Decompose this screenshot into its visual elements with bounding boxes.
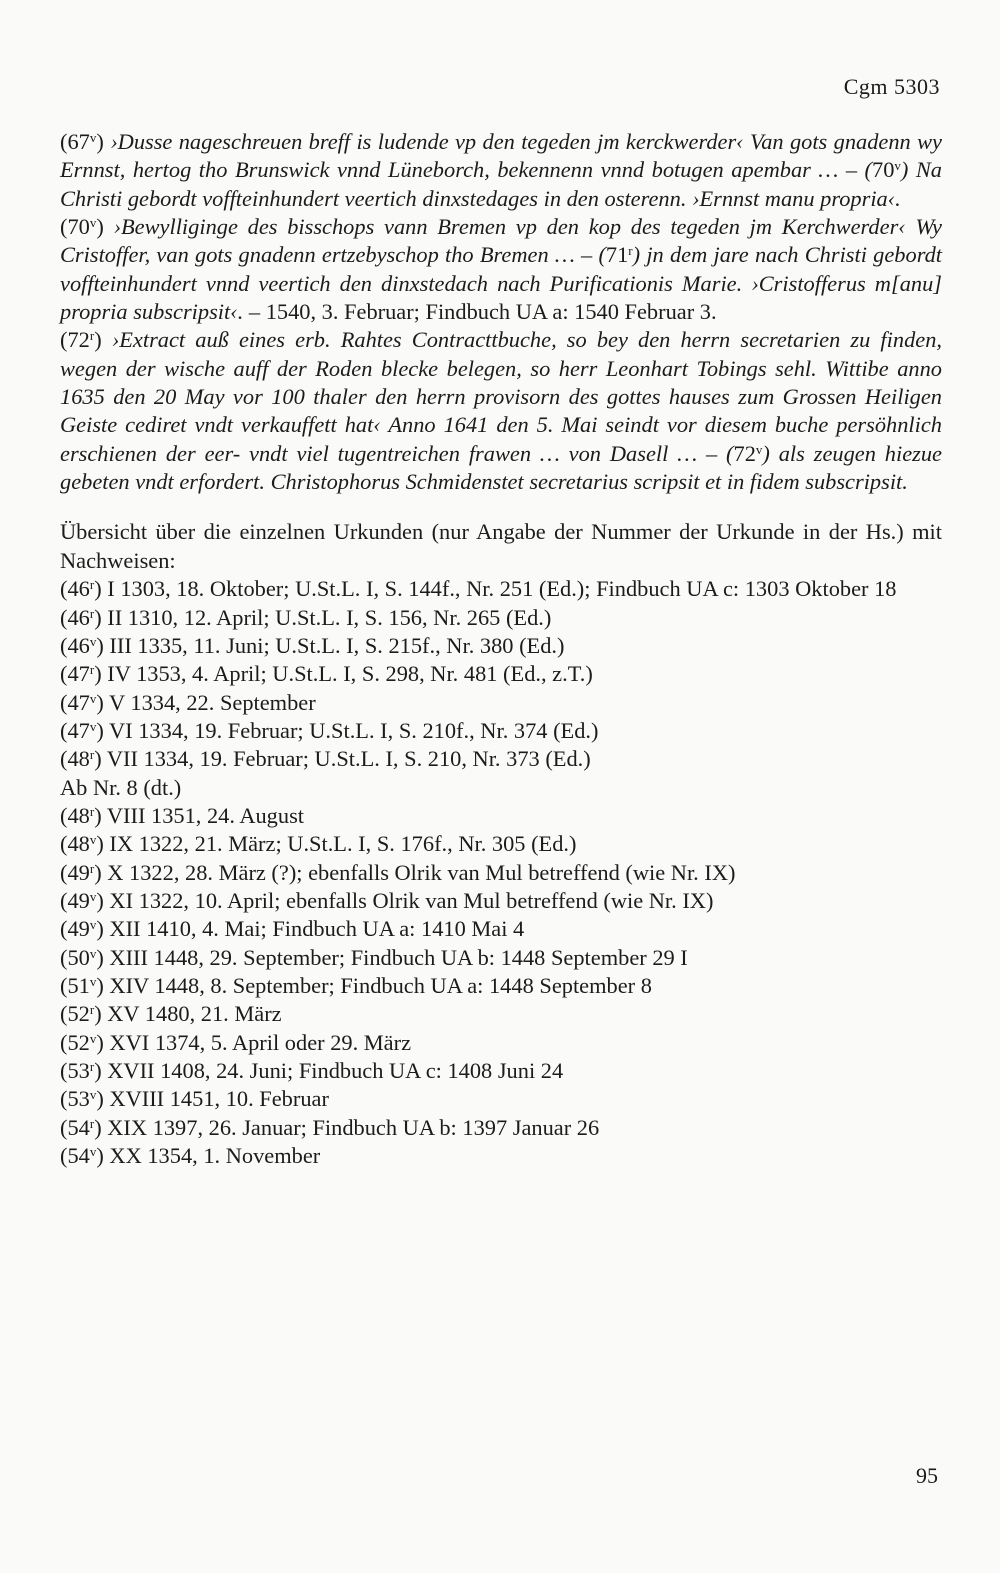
urkunde-text: II 1310, 12. April; U.St.L. I, S. 156, Nr. 265 (Ed.) [107, 604, 552, 630]
folio-side: v [89, 130, 97, 145]
folio-side: v [89, 917, 97, 933]
urkunde-item: (47$^v$) VI 1334, 19. Februar; U.St.L. I, S. 210f., Nr. 374 (Ed.) [60, 717, 599, 743]
entry-text: ) als zeugen hiezue gebeten vndt erfordert. Christophorus Schmidenstet secretarius scripsit et in fidem subscripsit. [60, 440, 942, 495]
urkunde-text: IV 1353, 4. April; U.St.L. I, S. 298, Nr. 481 (Ed., z.T.) [107, 661, 593, 687]
urkunde-text: XV 1480, 21. März [107, 1001, 282, 1027]
folio-side: v [89, 832, 97, 848]
folio-side: r [89, 747, 95, 763]
running-head: Cgm 5303 [843, 74, 940, 99]
main-text [60, 128, 942, 1170]
folio-number: 46 [67, 576, 90, 602]
urkunde-item: (48$^v$) IX 1322, 21. März; U.St.L. I, S. 176f., Nr. 305 (Ed.) [60, 831, 577, 857]
urkunde-item: (53$^v$) XVIII 1451, 10. Februar [60, 1086, 329, 1112]
folio-number: 53 [67, 1058, 90, 1083]
folio-side: r [89, 662, 95, 678]
folio-number: 70 [67, 214, 90, 240]
folio-number: 47 [67, 717, 90, 743]
entry-text: ›Dusse nageschreuen breff is ludende vp den tegeden jm kerckwerder‹ Van gots gnadenn wy Ernnst, hertog tho Brunswick vnnd Lüneborch, bekennenn vnnd botugen apembar … – ( [60, 129, 942, 183]
entry-70v: (70$^v$) ›Bewylliginge des bisschops vann Bremen vp den kop des tegeden jm Kerchwerder‹ Wy Cristoffer, van gots gnadenn ertzebyschop tho Bremen … – (71$^r$) jn dem jare nach Christi gebordt voffteinhundert vnnd veertich den dinxstedach nach Purificationis Marie. ›Cristofferus m[anu] propria subscripsit‹. – 1540, 3. Februar; Findbuch UA a: 1540 Februar 3. [60, 214, 942, 325]
urkunde-text: III 1335, 11. Juni; U.St.L. I, S. 215f., Nr. 380 (Ed.) [109, 632, 565, 658]
urkunde-text: VIII 1351, 24. August [106, 802, 305, 828]
folio-number: 70 [872, 157, 895, 183]
urkunde-text: X 1322, 28. März (?); ebenfalls Olrik van Mul betreffend (wie Nr. IX) [107, 859, 736, 885]
urkunde-item: (49$^v$) XII 1410, 4. Mai; Findbuch UA a: 1410 Mai 4 [60, 916, 525, 942]
overview-intro: Übersicht über die einzelnen Urkunden (nur Angabe der Nummer der Urkunde in der Hs.) mit Nachweisen: [60, 519, 942, 573]
urkunde-item: (54$^v$) XX 1354, 1. November [60, 1143, 321, 1169]
entry-text: ›Extract auß eines erb. Rahtes Contracttbuche, so bey den herrn secretarien zu finden, wegen der wische auff der Roden blecke belegen, so herr Leonhart Tobings sehl. Wittibe anno 1635 den 20 May vor 100 thaler den herrn provisorn des gottes hauses zum Grossen Heiligen Geiste cediret vndt verkauffett hat‹ Anno 1641 den 5. Mai seindt vor diesem buche persöhnlich erschienen der eer- vndt viel tugentreichen frawen … von Dasell … – ( [60, 327, 942, 466]
folio-side: r [89, 328, 95, 344]
urkunde-text: I 1303, 18. Oktober; U.St.L. I, S. 144f., Nr. 251 (Ed.); Findbuch UA c: 1303 Oktober 18 [107, 576, 897, 602]
folio-number: 54 [67, 1114, 90, 1140]
folio-number: 48 [67, 831, 90, 857]
urkunde-item: (46$^r$) II 1310, 12. April; U.St.L. I, S. 156, Nr. 265 (Ed.) [60, 604, 552, 630]
urkunde-text: XIX 1397, 26. Januar; Findbuch UA b: 1397 Januar 26 [107, 1114, 600, 1140]
folio-number: 49 [67, 859, 90, 885]
urkunde-item: (46$^v$) III 1335, 11. Juni; U.St.L. I, S. 215f., Nr. 380 (Ed.) [60, 632, 565, 658]
folio-side: r [89, 803, 95, 819]
urkunde-text: XX 1354, 1. November [109, 1143, 321, 1169]
urkunde-item: (50$^v$) XIII 1448, 29. September; Findbuch UA b: 1448 September 29 I [60, 944, 688, 970]
urkunde-subheading [60, 774, 942, 802]
folio-side: v [89, 215, 97, 231]
urkunde-text: XVII 1408, 24. Juni; Findbuch UA c: 1408 Juni 24 [107, 1058, 564, 1083]
urkunde-item: (47$^v$) V 1334, 22. September [60, 689, 316, 715]
urkunde-text: XIII 1448, 29. September; Findbuch UA b: 1448 September 29 I [109, 944, 688, 970]
urkunde-text: IX 1322, 21. März; U.St.L. I, S. 176f., Nr. 305 (Ed.) [109, 831, 577, 857]
folio-side: v [89, 1144, 97, 1160]
urkunde-text: V 1334, 22. September [109, 689, 316, 715]
folio-side: v [89, 633, 97, 649]
urkunde-text: VI 1334, 19. Februar; U.St.L. I, S. 210f., Nr. 374 (Ed.) [109, 717, 599, 743]
urkunden-list [60, 575, 942, 1170]
entry-date-note: – 1540, 3. Februar; Findbuch UA a: 1540 Februar 3. [243, 299, 717, 325]
entry-72r: (72$^r$) ›Extract auß eines erb. Rahtes Contracttbuche, so bey den herrn secretarien zu finden, wegen der wische auff der Roden blecke belegen, so herr Leonhart Tobings sehl. Wittibe anno 1635 den 20 May vor 100 thaler den herrn provisorn des gottes hauses zum Grossen Heiligen Geiste cediret vndt verkauffett hat‹ Anno 1641 den 5. Mai seindt vor diesem buche persöhnlich erschienen der eer- vndt viel tugentreichen frawen … von Dasell … – (72$^v$) als zeugen hiezue gebeten vndt erfordert. Christophorus Schmidenstet secretarius scripsit et in fidem subscripsit. [60, 327, 942, 495]
urkunde-item: (52$^r$) XV 1480, 21. März [60, 1001, 282, 1027]
urkunde-item: (48$^r$) VII 1334, 19. Februar; U.St.L. I, S. 210, Nr. 373 (Ed.) [60, 746, 591, 772]
folio-number: 52 [67, 1029, 90, 1055]
entry-67v: (67$^v$) ›Dusse nageschreuen breff is ludende vp den tegeden jm kerckwerder‹ Van gots gnadenn wy Ernnst, hertog tho Brunswick vnnd Lüneborch, bekennenn vnnd botugen apembar … – (70$^v$) Na Christi gebordt voffteinhundert veertich dinxstedages in den osterenn. ›Ernnst manu propria‹. [60, 129, 942, 211]
folio-number: 46 [67, 632, 90, 658]
folio-number: 49 [67, 887, 90, 913]
folio-number: 67 [67, 129, 90, 154]
page-number: 95 [916, 1463, 938, 1488]
urkunde-text: XVI 1374, 5. April oder 29. März [109, 1029, 412, 1055]
urkunde-text: VII 1334, 19. Februar; U.St.L. I, S. 210, Nr. 373 (Ed.) [106, 746, 591, 772]
folio-side: r [89, 605, 95, 621]
folio-number: 46 [67, 604, 90, 630]
folio-side: r [89, 1115, 95, 1131]
folio-number: 52 [67, 1001, 90, 1027]
entry-text: ) Na Christi gebordt voffteinhundert veertich dinxstedages in den osterenn. ›Ernnst manu propria‹. [60, 157, 942, 211]
folio-side: r [89, 860, 95, 876]
urkunde-item: (49$^r$) X 1322, 28. März (?); ebenfalls Olrik van Mul betreffend (wie Nr. IX) [60, 859, 736, 885]
folio-number: 48 [67, 746, 90, 772]
folio-side: v [89, 945, 97, 961]
urkunde-item: (51$^v$) XIV 1448, 8. September; Findbuch UA a: 1448 September 8 [60, 972, 652, 998]
urkunde-item: (46$^r$) I 1303, 18. Oktober; U.St.L. I, S. 144f., Nr. 251 (Ed.); Findbuch UA c: 1303 Oktober 18 [60, 576, 897, 602]
folio-number: 47 [67, 661, 90, 687]
folio-side: r [628, 243, 633, 259]
urkunde-item: (52$^v$) XVI 1374, 5. April oder 29. März [60, 1029, 412, 1055]
urkunde-item: (48$^r$) VIII 1351, 24. August [60, 802, 305, 828]
folio-side: v [89, 1087, 97, 1103]
urkunde-item: (47$^r$) IV 1353, 4. April; U.St.L. I, S. 298, Nr. 481 (Ed., z.T.) [60, 661, 593, 687]
folio-side: v [89, 690, 97, 706]
overview-section [60, 518, 942, 1170]
folio-number: 72 [67, 327, 90, 353]
folio-side: v [89, 1030, 97, 1046]
entry-text: ) jn dem jare nach Christi gebordt voffteinhundert vnnd veertich den dinxstedach nach Purificationis Marie. ›Cristofferus m[anu] propria subscripsit‹. [60, 242, 942, 325]
urkunde-text: XI 1322, 10. April; ebenfalls Olrik van Mul betreffend (wie Nr. IX) [109, 887, 714, 913]
folio-number: 50 [67, 944, 90, 970]
folio-side: r [89, 1059, 95, 1074]
folio-side: v [894, 158, 901, 174]
folio-side: v [89, 718, 97, 734]
urkunde-item: (53$^r$) XVII 1408, 24. Juni; Findbuch UA c: 1408 Juni 24 [60, 1058, 564, 1083]
folio-number: 49 [67, 916, 90, 942]
folio-side: v [89, 973, 97, 989]
folio-side: v [755, 441, 763, 457]
folio-number: 53 [67, 1086, 90, 1112]
entry-text: ›Bewylliginge des bisschops vann Bremen vp den kop des tegeden jm Kerchwerder‹ Wy Cristoffer, van gots gnadenn ertzebyschop tho Bremen … – ( [60, 214, 942, 268]
folio-number: 72 [733, 440, 756, 466]
urkunde-text: XVIII 1451, 10. Februar [109, 1086, 329, 1112]
folio-number: 51 [67, 972, 90, 998]
urkunde-text: XIV 1448, 8. September; Findbuch UA a: 1448 September 8 [109, 972, 652, 998]
folio-number: 48 [67, 802, 90, 828]
folio-side: r [89, 1002, 95, 1018]
folio-number: 71 [605, 242, 629, 268]
folio-number: 54 [67, 1143, 90, 1169]
urkunde-text: Ab Nr. 8 (dt.) [60, 774, 182, 800]
urkunde-item: (54$^r$) XIX 1397, 26. Januar; Findbuch UA b: 1397 Januar 26 [60, 1114, 600, 1140]
folio-side: v [89, 888, 97, 904]
folio-side: r [89, 577, 95, 593]
urkunde-text: XII 1410, 4. Mai; Findbuch UA a: 1410 Mai 4 [109, 916, 525, 942]
folio-number: 47 [67, 689, 90, 715]
urkunde-item: (49$^v$) XI 1322, 10. April; ebenfalls Olrik van Mul betreffend (wie Nr. IX) [60, 887, 714, 913]
